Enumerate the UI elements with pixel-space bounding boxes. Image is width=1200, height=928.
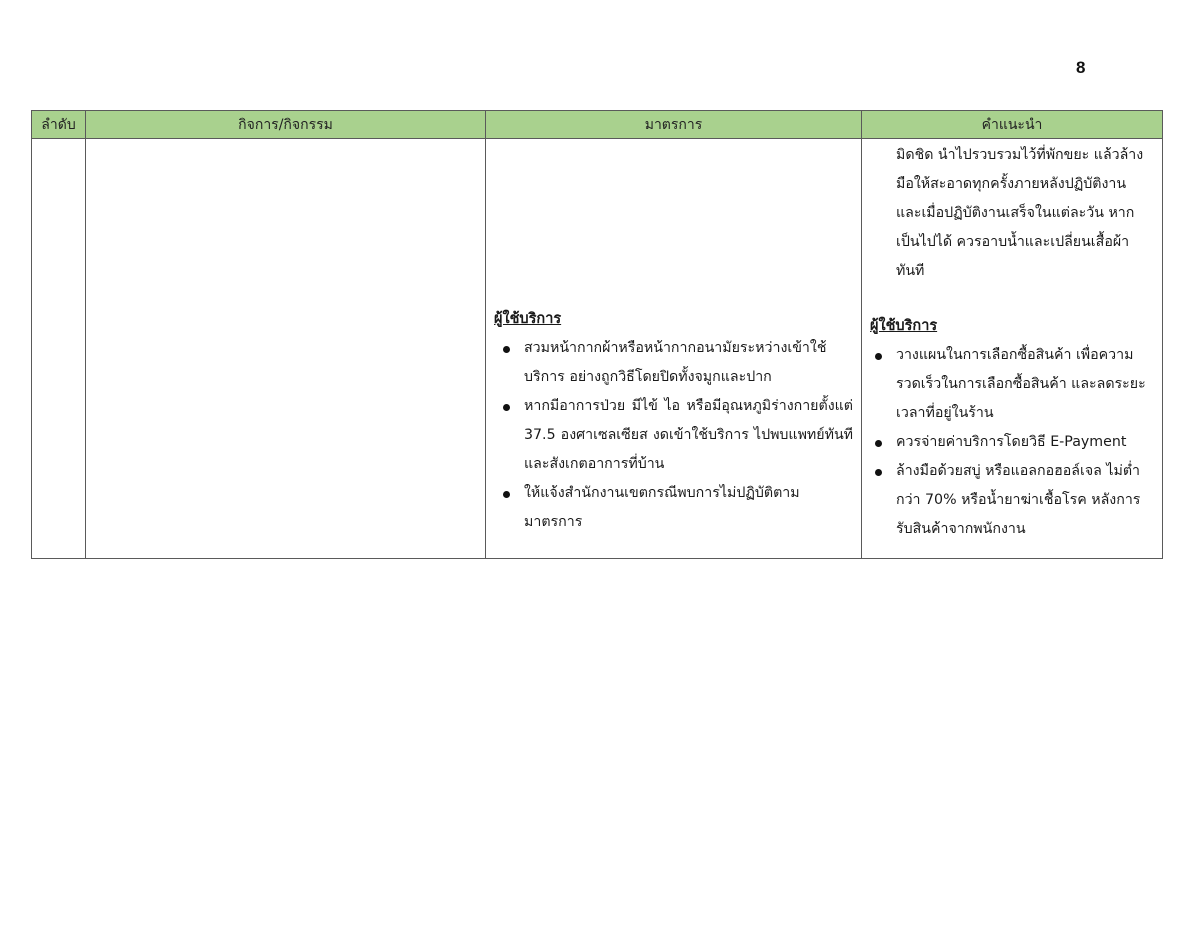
bullet-icon bbox=[875, 469, 882, 476]
bullet-icon bbox=[875, 440, 882, 447]
measure-text: หากมีอาการป่วย มีไข้ ไอ หรือมีอุณหภูมิร่างกายตั้งแต่ 37.5 องศาเซลเซียส งดเข้าใช้บริการ ไปพบแพทย์ทันที และสังเกตอาการที่บ้าน bbox=[524, 398, 853, 472]
list-item bbox=[494, 334, 853, 392]
list-item bbox=[870, 341, 1154, 428]
measures-section-heading: ผู้ใช้บริการ bbox=[494, 311, 562, 327]
advice-text: ควรจ่ายค่าบริการโดยวิธี E-Payment bbox=[896, 434, 1127, 450]
list-item bbox=[494, 392, 853, 479]
measure-text: สวมหน้ากากผ้าหรือหน้ากากอนามัยระหว่างเข้าใช้บริการ อย่างถูกวิธีโดยปิดทั้งจมูกและปาก bbox=[524, 340, 827, 385]
table-row bbox=[32, 139, 1163, 559]
order-cell bbox=[32, 139, 86, 559]
header-order: ลำดับ bbox=[32, 111, 86, 139]
list-item bbox=[870, 457, 1154, 544]
advice-section-heading: ผู้ใช้บริการ bbox=[870, 318, 938, 334]
list-item bbox=[870, 428, 1154, 457]
measures-list bbox=[494, 334, 853, 537]
page-number: 8 bbox=[1076, 58, 1086, 77]
header-measures: มาตรการ bbox=[486, 111, 862, 139]
advice-text: ล้างมือด้วยสบู่ หรือแอลกอฮอล์เจล ไม่ต่ำกว่า 70% หรือน้ำยาฆ่าเชื้อโรค หลังการรับสินค้าจากพนักงาน bbox=[896, 463, 1141, 537]
table-header-row bbox=[32, 111, 1163, 139]
header-activity: กิจการ/กิจกรรม bbox=[86, 111, 486, 139]
advice-continuation-text: มิดชิด นำไปรวบรวมไว้ที่พักขยะ แล้วล้างมือให้สะอาดทุกครั้งภายหลังปฏิบัติงาน และเมื่อปฏิบัติงานเสร็จในแต่ละวัน หากเป็นไปได้ ควรอาบน้ำและเปลี่ยนเสื้อผ้าทันที bbox=[896, 147, 1144, 279]
advice-cell bbox=[862, 139, 1163, 559]
measures-cell bbox=[486, 139, 862, 559]
measure-text: ให้แจ้งสำนักงานเขตกรณีพบการไม่ปฏิบัติตามมาตรการ bbox=[524, 485, 800, 530]
list-item bbox=[494, 479, 853, 537]
advice-list bbox=[870, 341, 1154, 544]
activity-cell bbox=[86, 139, 486, 559]
bullet-icon bbox=[503, 404, 510, 411]
measures-table bbox=[31, 110, 1163, 559]
advice-text: วางแผนในการเลือกซื้อสินค้า เพื่อความรวดเร็วในการเลือกซื้อสินค้า และลดระยะเวลาที่อยู่ในร้าน bbox=[896, 347, 1146, 421]
header-advice: คำแนะนำ bbox=[862, 111, 1163, 139]
bullet-icon bbox=[875, 353, 882, 360]
bullet-icon bbox=[503, 346, 510, 353]
bullet-icon bbox=[503, 491, 510, 498]
